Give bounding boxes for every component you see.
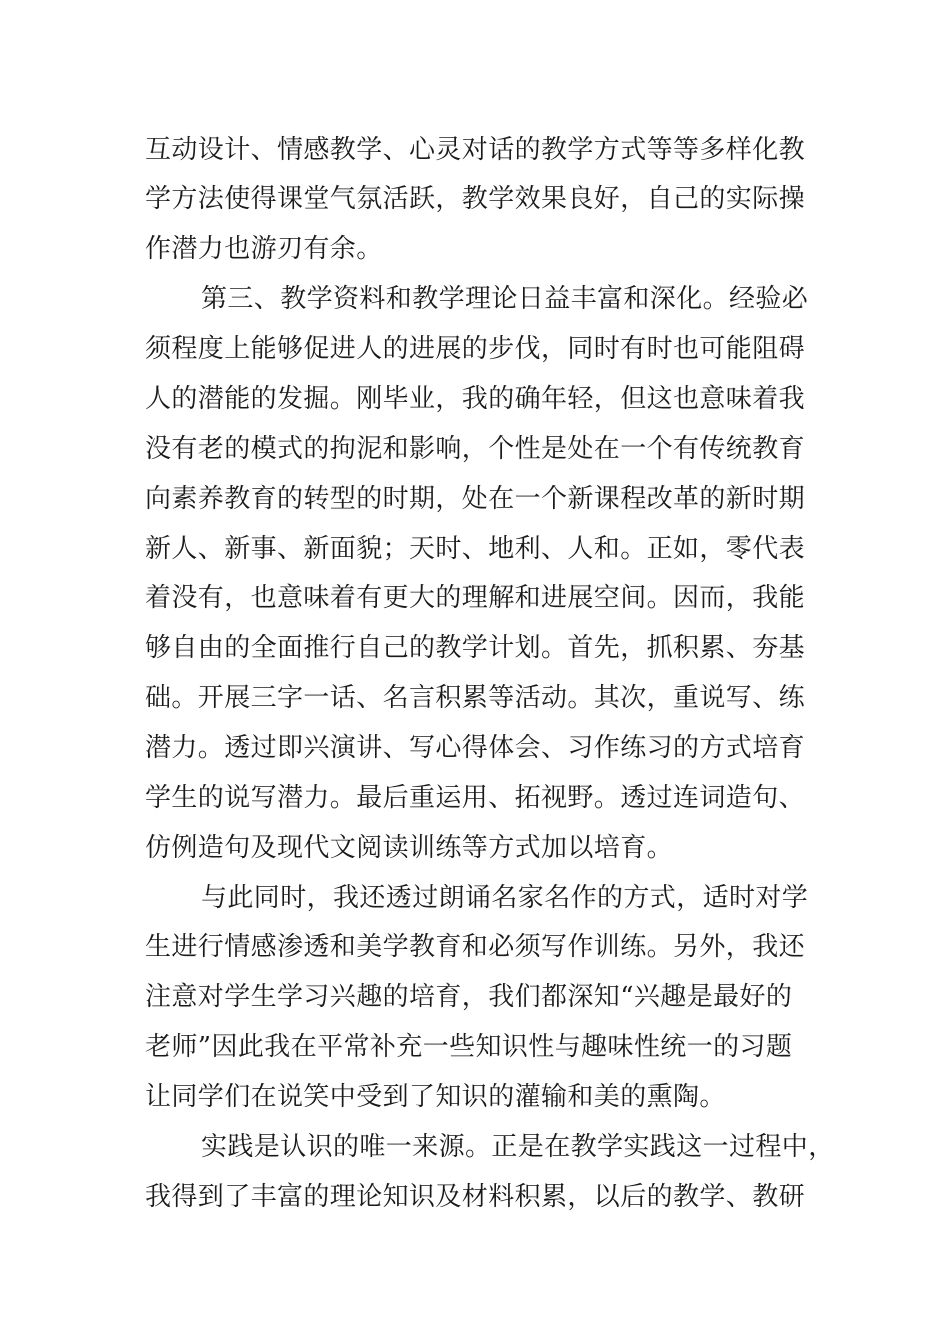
text-line: 础。开展三字一话、名言积累等活动。其次，重说写、练 (145, 683, 806, 713)
text-line: 潜力。透过即兴演讲、写心得体会、习作练习的方式培育 (145, 733, 806, 763)
text-line: 互动设计、情感教学、心灵对话的教学方式等等多样化教 (145, 135, 806, 165)
paragraph-start-line: 与此同时，我还透过朗诵名家名作的方式，适时对学 (201, 883, 809, 913)
text-line: 新人、新事、新面貌；天时、地利、人和。正如，零代表 (145, 534, 806, 564)
text-line: 仿例造句及现代文阅读训练等方式加以培育。 (145, 833, 674, 863)
text-line: 我得到了丰富的理论知识及材料积累，以后的教学、教研 (145, 1182, 806, 1212)
text-line: 注意对学生学习兴趣的培育，我们都深知“兴趣是最好的 (145, 982, 793, 1012)
text-line: 没有老的模式的拘泥和影响，个性是处在一个有传统教育 (145, 434, 806, 464)
text-line: 够自由的全面推行自己的教学计划。首先，抓积累、夯基 (145, 633, 806, 663)
text-line: 学方法使得课堂气氛活跃，教学效果良好，自己的实际操 (145, 184, 806, 214)
text-line: 向素养教育的转型的时期，处在一个新课程改革的新时期 (145, 484, 806, 514)
text-line: 学生的说写潜力。最后重运用、拓视野。透过连词造句、 (145, 783, 806, 813)
paragraph-start-line: 第三、教学资料和教学理论日益丰富和深化。经验必 (201, 284, 809, 314)
text-line: 着没有，也意味着有更大的理解和进展空间。因而，我能 (145, 583, 806, 613)
text-line: 生进行情感渗透和美学教育和必须写作训练。另外，我还 (145, 932, 806, 962)
text-line: 让同学们在说笑中受到了知识的灌输和美的熏陶。 (145, 1082, 726, 1112)
paragraph-start-line: 实践是认识的唯一来源。正是在教学实践这一过程中， (201, 1132, 835, 1162)
text-line: 须程度上能够促进人的进展的步伐，同时有时也可能阻碍 (145, 334, 806, 364)
text-line: 老师”因此我在平常补充一些知识性与趣味性统一的习题 (145, 1032, 793, 1062)
text-line: 人的潜能的发掘。刚毕业，我的确年轻，但这也意味着我 (145, 384, 806, 414)
text-line: 作潜力也游刃有余。 (145, 234, 383, 264)
